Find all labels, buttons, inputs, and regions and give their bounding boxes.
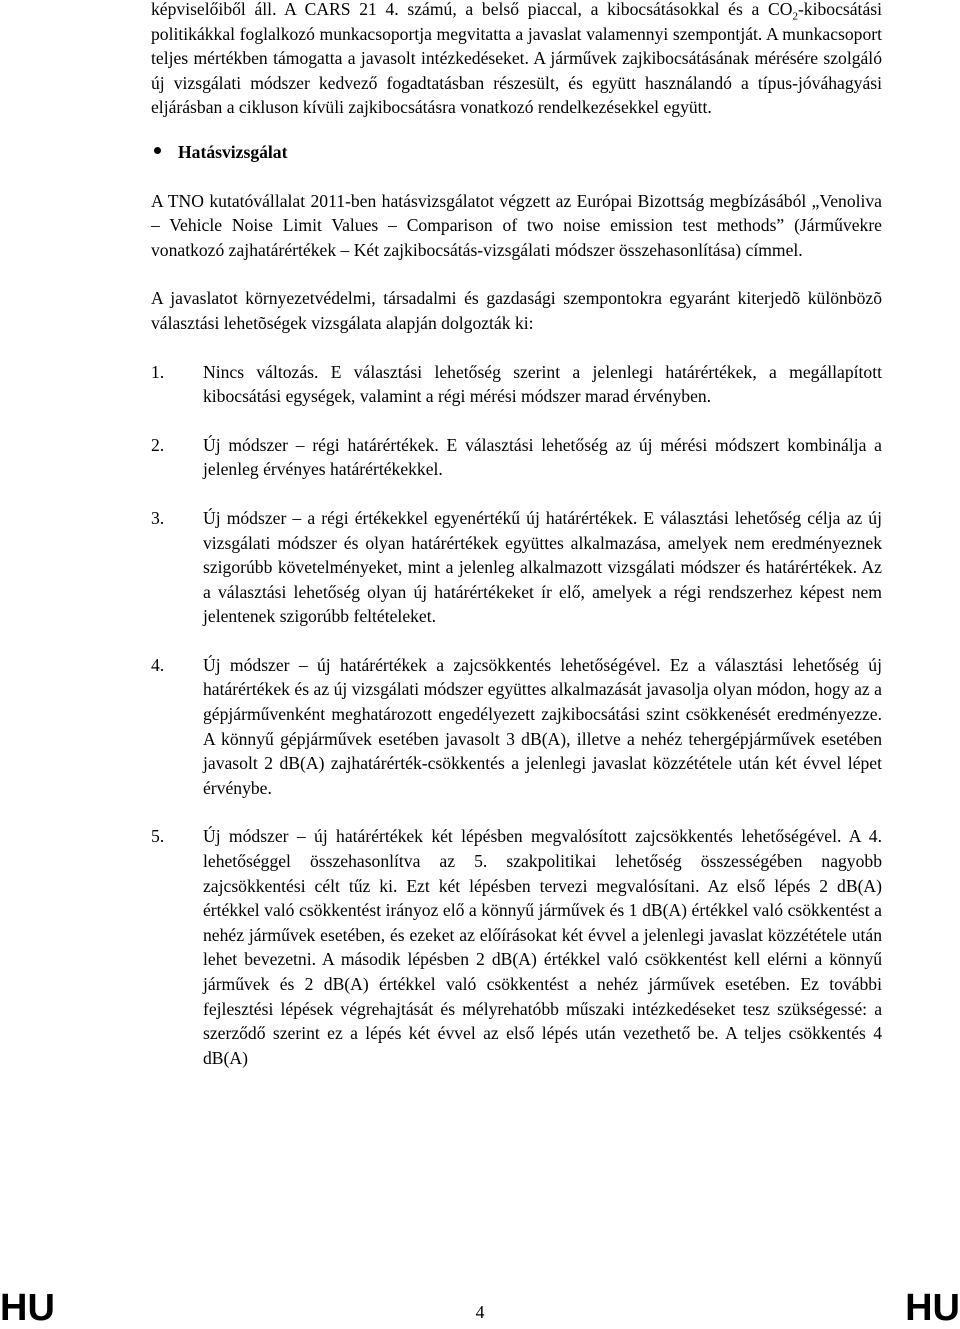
intro-paragraph (151, 0, 882, 120)
list-item-number: 1. (151, 361, 165, 382)
language-code-right: HU (905, 1287, 960, 1329)
section-heading-row (151, 140, 882, 165)
list-item (151, 433, 882, 482)
page-number: 4 (475, 1302, 485, 1322)
list-item-text: Új módszer – új határértékek két lépésben megvalósított zajcsökkentés lehetőségével. A 4. lehetőséggel összehasonlítva az 5. szakpolitikai lehetőség összességében nagyobb zajcsökkentési célt tűz ki. Ezt két lépésben tervezi megvalósítani. Az első lépés 2 dB(A) értékkel való csökkentést irányoz elő a könnyű járművek és 1 dB(A) értékkel való csökkentést a nehéz járművek esetében, és ezeket az előírásokat két évvel a jelenlegi javaslat közzététele után lehet bevezetni. A második lépésben 2 dB(A) értékkel való csökkentést kell elérni a könnyű járművek és 2 dB(A) értékkel való csökkentést a nehéz járművek esetében. Ez további fejlesztési lépések végrehajtását és mélyrehatóbb műszaki intézkedéseket tesz szükségessé: a szerződő szerint ez a lépés két évvel az első lépés után vezethető be. A teljes csökkentés 4 dB(A) (203, 826, 882, 1068)
list-item (151, 653, 882, 801)
intro-line-1: képviselőiből áll. A CARS 21 4. számú, a belső piaccal, a kibocsátásokkal és a (151, 0, 760, 19)
list-item-number: 2. (151, 434, 165, 455)
document-body (151, 0, 882, 1070)
list-item-number: 4. (151, 654, 165, 675)
section-heading: Hatásvizsgálat (178, 141, 288, 162)
list-item-number: 5. (151, 826, 165, 847)
list-item (151, 360, 882, 409)
impact-assessment-paragraph: A TNO kutatóvállalat 2011-ben hatásvizsgálatot végzett az Európai Bizottság megbízásából „Venoliva – Vehicle Noise Limit Values – Comparison of two noise emission test methods” (Járművekre vonatkozó zajhatárértékek – Két zajkibocsátás-vizsgálati módszer összehasonlítása) címmel. (151, 190, 882, 260)
list-item-number: 3. (151, 507, 165, 528)
list-item (151, 506, 882, 629)
list-item-text: Új módszer – a régi értékekkel egyenértékű új határértékek. E választási lehetőség célja az új vizsgálati módszer és olyan határértékek együttes alkalmazása, amelyek nem eredményeznek szigorúbb követelményeket, mint a jelenleg alkalmazott vizsgálati módszer és határértékek. Az a választási lehetőség olyan új határértékeket ír elő, amelyek a régi rendszerhez képest nem jelentenek szigorúbb feltételeket. (203, 507, 882, 627)
options-intro-paragraph: A javaslatot környezetvédelmi, társadalmi és gazdasági szempontokra egyaránt kiterjedõ különbözõ választási lehetõségek vizsgálata alapján dolgozták ki: (151, 288, 882, 333)
list-item-text: Nincs változás. E választási lehetőség szerint a jelenlegi határértékek, a megállapított kibocsátási egységek, valamint a régi mérési módszer marad érvényben. (203, 361, 882, 407)
list-item (151, 824, 882, 1070)
bullet-icon (154, 147, 161, 154)
language-code-left: HU (0, 1287, 55, 1329)
co2-symbol: $CO_2$ (768, 0, 798, 23)
page-footer (0, 1288, 960, 1328)
list-item-text: Új módszer – régi határértékek. E választási lehetőség az új mérési módszert kombinálja a jelenleg érvényes határértékekkel. (203, 434, 882, 480)
intro-rest: -kibocsátási politikákkal foglalkozó munkacsoportja megvitatta a javaslat valamennyi szempontját. A munkacsoport teljes mértékben támogatta a javasolt intézkedéseket. A járművek zajkibocsátásának mérésére szolgáló új vizsgálati módszer kedvező fogadtatásban részesült, és együtt használandó a típus-jóváhagyási eljárásban a cikluson kívüli zajkibocsátásra vonatkozó rendelkezésekkel együtt. (151, 0, 882, 118)
list-item-text: Új módszer – új határértékek a zajcsökkentés lehetőségével. Ez a választási lehetőség új határértékek és az új vizsgálati módszer együttes alkalmazását javasolja olyan módon, hogy az a gépjárművenként meghatározott engedélyezett zajkibocsátási szint csökkenését eredményezze. A könnyű gépjárművek esetében javasolt 3 dB(A), illetve a nehéz tehergépjárművek esetében javasolt 2 dB(A) zajhatárérték-csökkentés a jelenlegi javaslat közzététele után két évvel lépet érvénybe. (203, 654, 882, 798)
